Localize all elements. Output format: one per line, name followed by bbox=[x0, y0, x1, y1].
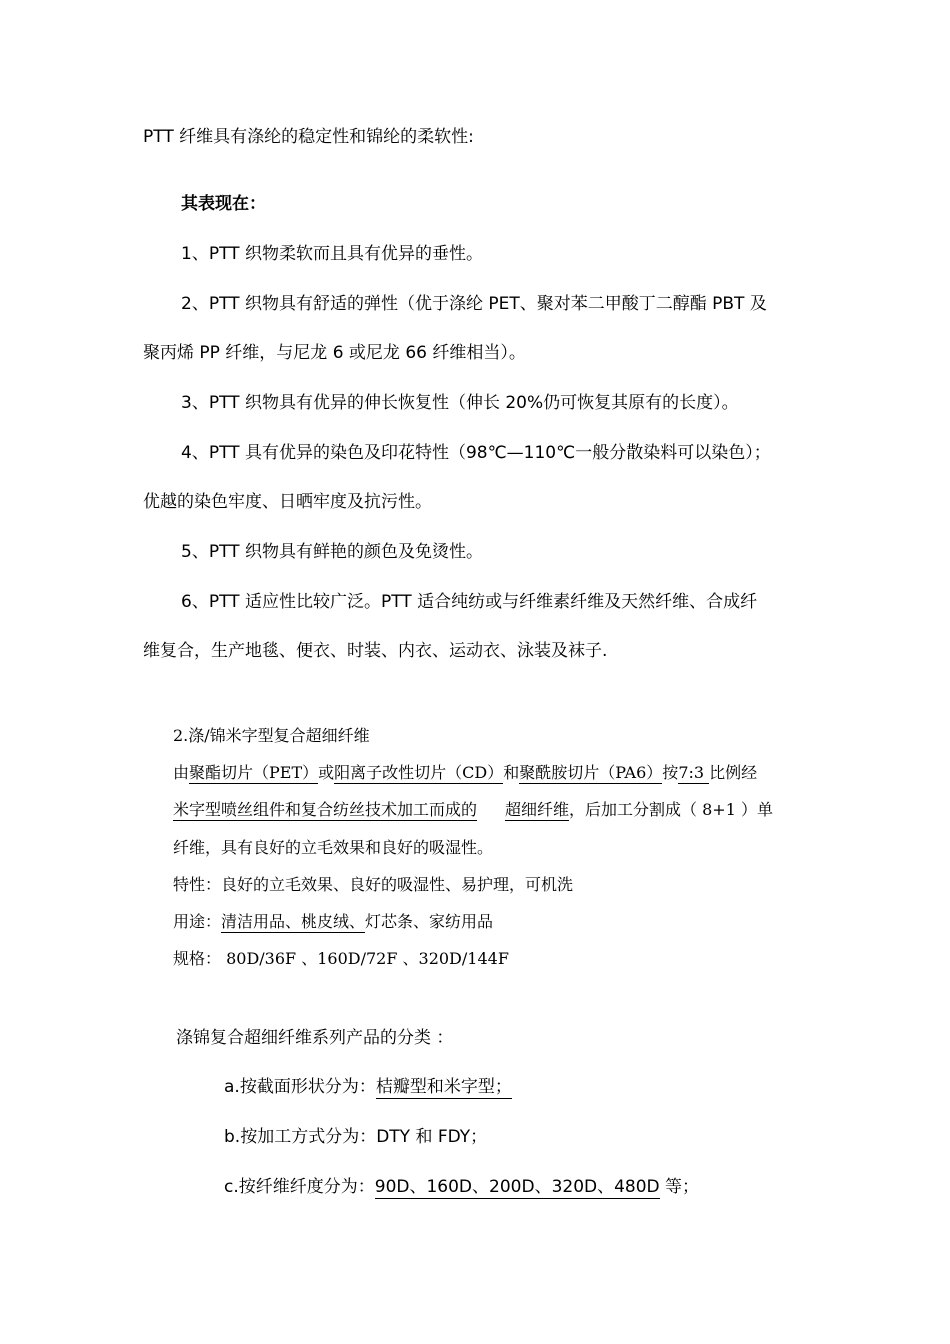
classification-a bbox=[224, 1076, 512, 1098]
item-5: 5、PTT 织物具有鲜艳的颜色及免烫性。 bbox=[181, 542, 483, 562]
intro-text: PTT 纤维具有涤纶的稳定性和锦纶的柔软性: bbox=[143, 127, 474, 147]
text-segment: 比例经 bbox=[709, 763, 758, 782]
section2-title: 2.涤/锦米字型复合超细纤维 bbox=[173, 726, 370, 745]
underlined-usage: 清洁用品、桃皮绒、 bbox=[221, 912, 366, 931]
underlined-cross-section: 桔瓣型和米字型； bbox=[375, 1077, 512, 1097]
classification-c bbox=[224, 1176, 699, 1198]
underlined-ratio: 7:3 bbox=[678, 763, 710, 782]
text-segment: 由 bbox=[173, 763, 190, 782]
section1-heading: 其表现在： bbox=[181, 194, 266, 214]
section2-paragraph-line-1 bbox=[173, 762, 757, 784]
item-6-line-1: 6、PTT 适应性比较广泛。PTT 适合纯纺或与纤维素纤维及天然纤维、合成纤 bbox=[181, 592, 758, 612]
classification-c-tail: 等； bbox=[659, 1177, 700, 1197]
text-segment: 或 bbox=[318, 763, 335, 782]
classification-b: b.按加工方式分为：DTY 和 FDY； bbox=[224, 1127, 488, 1147]
item-2-line-1: 2、PTT 织物具有舒适的弹性（优于涤纶 PET、聚对苯二甲酸丁二醇酯 PBT 及 bbox=[181, 294, 767, 314]
section3-heading: 涤锦复合超细纤维系列产品的分类 ： bbox=[176, 1028, 454, 1048]
usage-rest: 灯芯条、家纺用品 bbox=[365, 912, 494, 931]
item-1: 1、PTT 织物柔软而且具有优异的垂性。 bbox=[181, 244, 483, 264]
text-segment: ，后加工分割成（ 8+1 ）单 bbox=[569, 800, 773, 819]
usage-line bbox=[173, 911, 493, 933]
classification-a-label: a.按截面形状分为： bbox=[224, 1077, 376, 1097]
item-2-line-2: 聚丙烯 PP 纤维，与尼龙 6 或尼龙 66 纤维相当）。 bbox=[143, 343, 526, 363]
section2-paragraph-line-3: 纤维，具有良好的立毛效果和良好的吸湿性。 bbox=[173, 838, 494, 857]
section2-paragraph-line-2 bbox=[173, 799, 773, 821]
underlined-pa6: 聚酰胺切片（PA6） bbox=[519, 763, 663, 782]
item-4-line-1: 4、PTT 具有优异的染色及印花特性（98℃—110℃一般分散染料可以染色）； bbox=[181, 443, 771, 463]
classification-c-label: c.按纤维纤度分为： bbox=[224, 1177, 375, 1197]
underlined-pet: 聚酯切片（PET） bbox=[189, 763, 319, 782]
underlined-superfine-fiber: 超细纤维 bbox=[505, 800, 570, 819]
item-6-line-2: 维复合，生产地毯、便衣、时装、内衣、运动衣、泳装及袜子. bbox=[143, 641, 608, 661]
underlined-denier-values: 90D、160D、200D、320D、480D bbox=[374, 1177, 660, 1197]
usage-label: 用途： bbox=[173, 912, 222, 931]
spec-line: 规格： 80D/36F 、160D/72F 、320D/144F bbox=[173, 949, 509, 968]
text-segment: 和 bbox=[503, 763, 520, 782]
text-segment: 按 bbox=[662, 763, 679, 782]
item-4-line-2: 优越的染色牢度、日晒牢度及抗污性。 bbox=[143, 492, 432, 512]
item-3: 3、PTT 织物具有优异的伸长恢复性（伸长 20%仍可恢复其原有的长度）。 bbox=[181, 393, 739, 413]
underlined-cd: 阳离子改性切片（CD） bbox=[334, 763, 504, 782]
features-line: 特性：良好的立毛效果、良好的吸湿性、易护理，可机洗 bbox=[173, 875, 574, 894]
underlined-process: 米字型喷丝组件和复合纺丝技术加工而成的 bbox=[173, 800, 478, 819]
